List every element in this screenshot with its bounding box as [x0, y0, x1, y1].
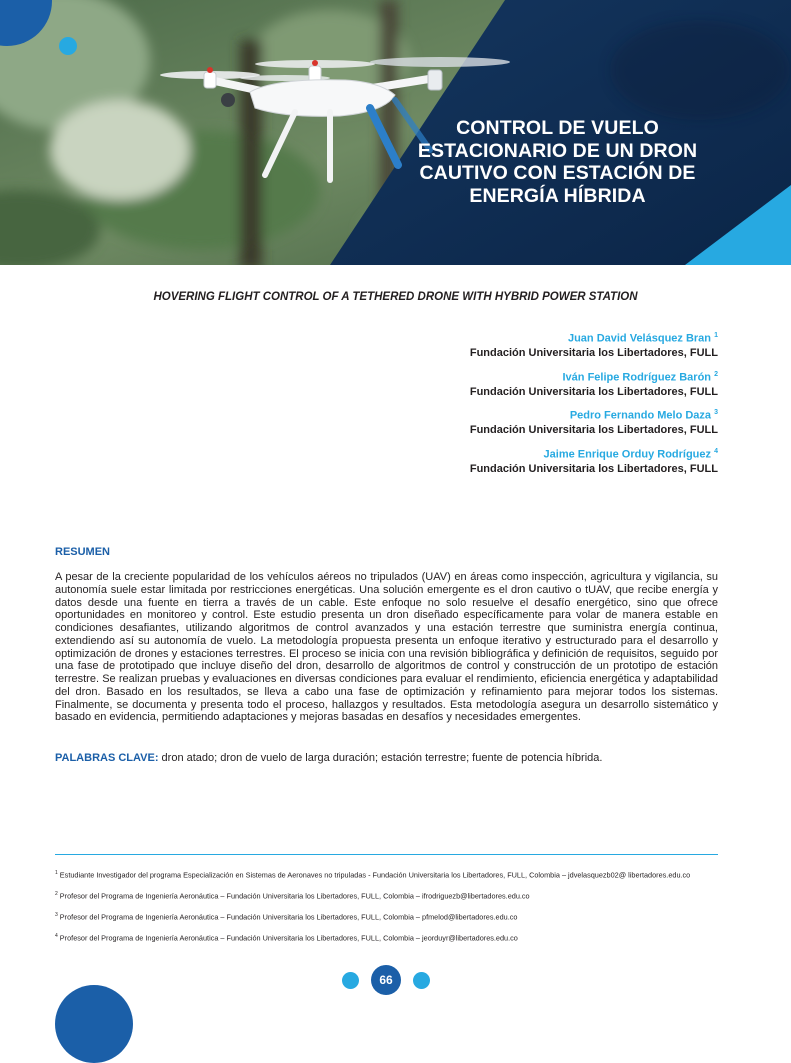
author-name: Jaime Enrique Orduy Rodríguez $^4$: [543, 447, 718, 461]
header-banner: [0, 0, 791, 265]
right-dot-decoration: [413, 972, 430, 989]
footnotes: [55, 869, 718, 953]
footnote-mark: 1: [714, 332, 718, 339]
footnote-text: Estudiante Investigador del programa Especialización en Sistemas de Aeronaves no tripuladas - Fundación Universitaria los Libertadores, FULL, Colombia – jdvelasquezb02@ libertadores.edu.co: [57, 870, 691, 880]
bottom-left-circle-decoration: [55, 985, 133, 1063]
footnote-mark: 4: [55, 932, 58, 939]
keywords: [55, 752, 718, 765]
author-name: Iván Felipe Rodríguez Barón $^2$: [562, 370, 718, 384]
footnote-mark: 2: [55, 890, 58, 897]
author-entry: [318, 329, 718, 361]
keywords-text: dron atado; dron de vuelo de larga duración; estación terrestre; fuente de potencia híbrida.: [158, 752, 603, 764]
page-number-area: [0, 965, 791, 995]
footnote-text: Profesor del Programa de Ingeniería Aeronáutica – Fundación Universitaria los Libertadores, FULL, Colombia – ifrodriguezb@libertadores.edu.co: [57, 891, 530, 901]
footnote-text: Profesor del Programa de Ingeniería Aeronáutica – Fundación Universitaria los Libertadores, FULL, Colombia – pfmelod@libertadores.edu.co: [57, 912, 518, 922]
footnote-mark: 2: [714, 370, 718, 378]
author-name: Pedro Fernando Melo Daza $^3$: [569, 409, 718, 422]
author-entry: [318, 445, 718, 477]
english-subtitle: HOVERING FLIGHT CONTROL OF A TETHERED DRONE WITH HYBRID POWER STATION: [153, 291, 638, 303]
author-entry: [318, 368, 718, 400]
title-line: CONTROL DE VUELO: [456, 117, 659, 139]
footnote-mark: 1: [55, 870, 58, 876]
author-name: Juan David Velásquez Bran $^1$: [567, 332, 718, 345]
footnote: [55, 911, 718, 922]
author-affiliation: Fundación Universitaria los Libertadores, FULL: [469, 463, 718, 476]
footnote-text: Profesor del Programa de Ingeniería Aeronáutica – Fundación Universitaria los Libertadores, FULL, Colombia – jeorduyr@libertadores.edu.co: [57, 933, 518, 943]
small-cyan-circle-decoration: [59, 37, 77, 55]
footnote-divider: [55, 854, 718, 855]
footnote: [55, 932, 718, 943]
footnote-mark: 3: [714, 409, 718, 417]
left-dot-decoration: [342, 972, 359, 989]
title-line: ESTACIONARIO DE UN DRON: [417, 139, 698, 162]
abstract-body: A pesar de la creciente popularidad de los vehículos aéreos no tripulados (UAV) en áreas como inspección, agricultura y vigilancia, su autonomía suele estar limitada por restricciones energéticas. Una solución emergente es el dron cautivo o tUAV, que recibe energía y datos desde una fuente en tierra a través de un cable. Este enfoque no solo resuelve el desafío energético, sino que ofrece oportunidades en monitoreo y control. Este estudio presenta un dron diseñado específicamente para volar de manera estable en condiciones desafiantes, utilizando algoritmos de control avanzados y una estación terrestre que suministra energía continua, extendiendo así su autonomía de vuelo. La metodología propuesta presenta un enfoque iterativo y estructurado para el desarrollo y optimización de drones y estaciones terrestres. El proceso se inicia con una revisión bibliográfica y definición de requisitos, seguido por una fase de prototipado que incluye diseño del dron, desarrollo de algoritmos de control y construcción de un prototipo de estación terrestre. Se realizan pruebas y evaluaciones en diversas condiciones para evaluar el rendimiento, eficiencia energética y adaptabilidad del dron. Basado en los resultados, se lleva a cabo una fase de optimización y refinamiento para mejorar todos los sistemas. Finalmente, se documenta y presenta todo el proceso, hallazgos y resultados. Esta metodología asegura un desarrollo sistemático y basado en evidencia, permitiendo adaptaciones y mejoras basadas en desafíos y necesidades emergentes.: [55, 571, 718, 724]
author-affiliation: Fundación Universitaria los Libertadores, FULL: [469, 424, 718, 437]
page-number: 66: [371, 965, 401, 995]
article-title: [400, 117, 715, 207]
footnote: [55, 869, 718, 880]
footnote-mark: 4: [714, 447, 718, 455]
author-entry: [318, 406, 718, 438]
title-line: ENERGÍA HÍBRIDA: [469, 184, 646, 207]
abstract-heading: RESUMEN: [55, 546, 111, 558]
author-list: [318, 329, 718, 484]
keywords-label: PALABRAS CLAVE:: [55, 752, 159, 764]
footnote: [55, 890, 718, 901]
author-affiliation: Fundación Universitaria los Libertadores, FULL: [469, 385, 718, 398]
title-line: CAUTIVO CON ESTACIÓN DE: [419, 162, 696, 184]
author-affiliation: Fundación Universitaria los Libertadores, FULL: [469, 347, 718, 360]
footnote-mark: 3: [55, 911, 58, 918]
